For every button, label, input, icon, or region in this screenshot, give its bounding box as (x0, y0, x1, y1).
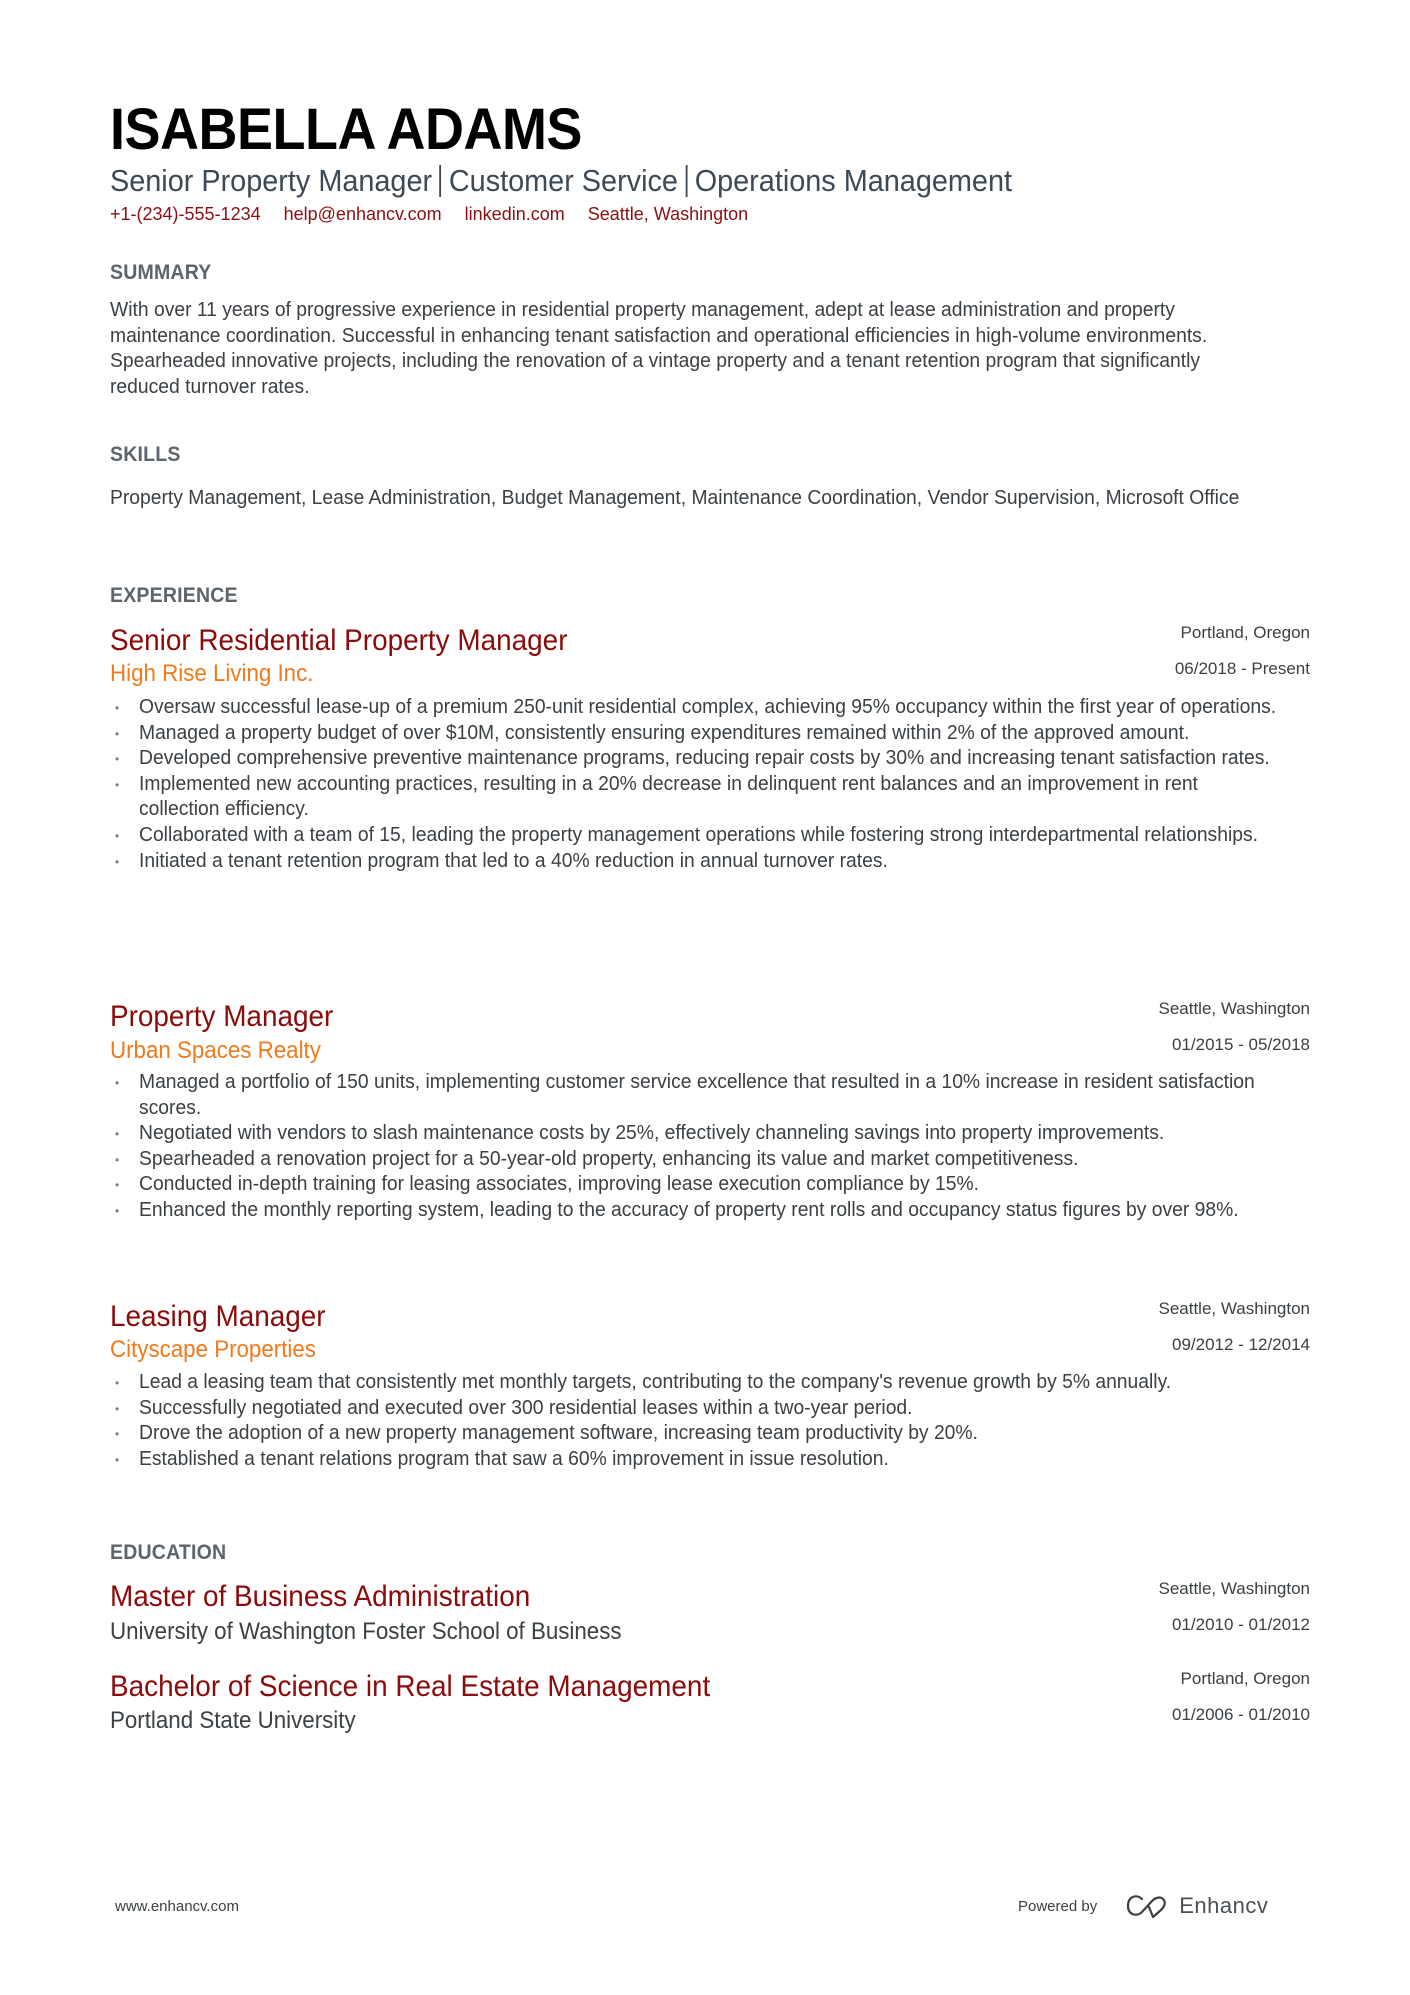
enhancv-logo-icon (1125, 1893, 1171, 1919)
education-location: Portland, Oregon (1180, 1669, 1310, 1688)
job-title: Leasing Manager (110, 1300, 326, 1333)
tagline-role: Senior Property Manager (110, 163, 433, 198)
contact-info (110, 203, 766, 225)
bullet-dot-icon: • (115, 726, 120, 741)
candidate-name: ISABELLA ADAMS (110, 97, 582, 162)
bullet-dot-icon: • (115, 701, 120, 715)
skills-heading: SKILLS (110, 443, 181, 466)
education-location: Seattle, Washington (1158, 1579, 1310, 1598)
job-dates: 09/2012 - 12/2014 (1171, 1335, 1310, 1354)
bullet-dot-icon: • (115, 1452, 120, 1467)
bullet-item: • Initiated a tenant retention program that led to a 40% reduction in annual turnover rates. (115, 849, 888, 872)
job-bullets (110, 1370, 1310, 1472)
bullet-item: • Drove the adoption of a new property management software, increasing team productivity by 20%. (115, 1422, 978, 1445)
bullet-item: • Established a tenant relations program that saw a 60% improvement in issue resolution. (115, 1447, 889, 1470)
company-name: Urban Spaces Realty (110, 1037, 321, 1064)
bullet-dot-icon: • (115, 777, 120, 792)
education-dates: 01/2010 - 01/2012 (1171, 1615, 1310, 1634)
tagline (110, 163, 1012, 199)
tagline-separator (685, 165, 687, 197)
company-name: Cityscape Properties (110, 1336, 316, 1363)
education-heading: EDUCATION (110, 1541, 227, 1564)
bullet-item: • Spearheaded a renovation project for a 50-year-old property, enhancing its value and market competitiveness. (115, 1147, 1079, 1170)
tagline-skill-1: Customer Service (448, 163, 678, 198)
company-name: High Rise Living Inc. (110, 660, 314, 687)
skills-text: Property Management, Lease Administration, Budget Management, Maintenance Coordination, Vendor Supervision, Microsoft Office (110, 487, 1240, 509)
bullet-dot-icon: • (115, 1152, 120, 1167)
footer-website-link[interactable]: www.enhancv.com (115, 1898, 239, 1915)
school-name: Portland State University (110, 1707, 356, 1734)
powered-by[interactable] (1018, 1893, 1268, 1919)
bullet-dot-icon: • (115, 1401, 120, 1416)
powered-by-label: Powered by (1018, 1897, 1098, 1915)
bullet-item: • Oversaw successful lease-up of a premium 250-unit residential complex, achieving 95% occupancy within the first year of operations. (115, 696, 1277, 718)
tagline-separator (440, 165, 442, 197)
bullet-dot-icon: • (115, 1127, 120, 1142)
education-dates: 01/2006 - 01/2010 (1171, 1705, 1310, 1724)
tagline-skill-2: Operations Management (694, 163, 1013, 198)
job-title: Senior Residential Property Manager (110, 624, 568, 657)
job-location: Seattle, Washington (1158, 999, 1310, 1018)
bullet-item: • Developed comprehensive preventive maintenance programs, reducing repair costs by 30% and increasing tenant satisfaction rates. (115, 747, 1270, 770)
bullet-item: • Managed a portfolio of 150 units, implementing customer service excellence that resulted in a 10% increase in resident satisfaction scores. (115, 1071, 1255, 1119)
bullet-dot-icon: • (115, 854, 120, 869)
bullet-item: • Implemented new accounting practices, resulting in a 20% decrease in delinquent rent balances and an improvement in rent collection efficiency. (115, 772, 1198, 821)
job-dates: 01/2015 - 05/2018 (1171, 1035, 1310, 1054)
bullet-item: • Enhanced the monthly reporting system, leading to the accuracy of property rent rolls and occupancy status figures by over 98%. (115, 1198, 1239, 1221)
bullet-item: • Successfully negotiated and executed over 300 residential leases within a two-year period. (115, 1396, 913, 1419)
bullet-dot-icon: • (115, 828, 120, 843)
summary-text: With over 11 years of progressive experience in residential property management, adept at lease administration and property maintenance coordination. Successful in enhancing tenant satisfaction and operational efficiencies in high-volume environments. Spearheaded innovative projects, including the renovation of a vintage property and a tenant retention program that significantly reduced turnover rates. (110, 299, 1208, 398)
contact-linkedin[interactable]: linkedin.com (464, 204, 565, 224)
enhancv-brand: Enhancv (1179, 1893, 1269, 1918)
job-location: Seattle, Washington (1158, 1299, 1310, 1318)
job-bullets (110, 695, 1310, 874)
job-title: Property Manager (110, 1000, 334, 1033)
bullet-dot-icon: • (115, 1376, 120, 1390)
bullet-item: • Negotiated with vendors to slash maintenance costs by 25%, effectively channeling savings into property improvements. (115, 1122, 1165, 1145)
contact-phone[interactable]: +1-(234)-555-1234 (110, 204, 261, 224)
job-bullets (110, 1070, 1310, 1224)
contact-email[interactable]: help@enhancv.com (283, 204, 442, 224)
degree-title: Master of Business Administration (110, 1580, 531, 1613)
bullet-dot-icon: • (115, 1076, 120, 1090)
bullet-item: • Collaborated with a team of 15, leading the property management operations while fostering strong interdepartmental relationships. (115, 823, 1258, 846)
degree-title: Bachelor of Science in Real Estate Management (110, 1670, 711, 1703)
job-dates: 06/2018 - Present (1174, 659, 1310, 678)
bullet-dot-icon: • (115, 752, 120, 767)
experience-heading: EXPERIENCE (110, 584, 238, 607)
bullet-item: • Conducted in-depth training for leasing associates, improving lease execution compliance by 15%. (115, 1173, 980, 1196)
job-location: Portland, Oregon (1180, 623, 1310, 642)
bullet-item: • Lead a leasing team that consistently met monthly targets, contributing to the company's revenue growth by 5% annually. (115, 1371, 1172, 1393)
bullet-dot-icon: • (115, 1178, 120, 1193)
bullet-dot-icon: • (115, 1427, 120, 1442)
bullet-dot-icon: • (115, 1203, 120, 1218)
bullet-item: • Managed a property budget of over $10M, consistently ensuring expenditures remained within 2% of the approved amount. (115, 721, 1190, 744)
summary-heading: SUMMARY (110, 261, 212, 284)
school-name: University of Washington Foster School of Business (110, 1618, 622, 1645)
contact-location: Seattle, Washington (587, 204, 749, 224)
